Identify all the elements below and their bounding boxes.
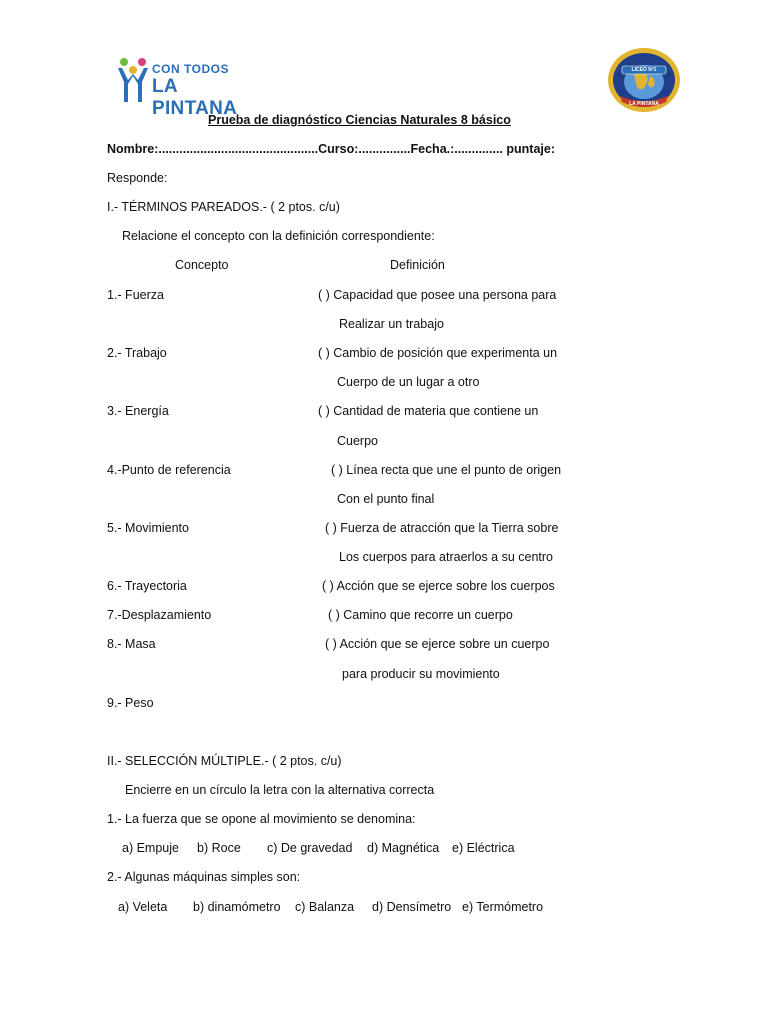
definition-line-cont: Con el punto final: [337, 492, 435, 506]
responde-label: Responde:: [107, 171, 168, 185]
logo-line-2: LA PINTANA: [152, 76, 238, 119]
concept-item: 1.- Fuerza: [107, 288, 164, 302]
definition-line-cont: Realizar un trabajo: [339, 317, 444, 331]
student-fields-line: Nombre:..............................................Curso:...............Fecha.:.............. puntaje:: [107, 142, 555, 156]
section2-instruction: Encierre en un círculo la letra con la alternativa correcta: [125, 783, 435, 797]
option-a: a) Veleta: [118, 900, 168, 914]
definition-line: ( ) Camino que recorre un cuerpo: [328, 608, 513, 622]
definition-line: ( ) Línea recta que une el punto de origen: [331, 463, 562, 477]
option-e: e) Eléctrica: [452, 841, 515, 855]
definition-line-cont: Cuerpo: [337, 434, 378, 448]
definition-line-cont: para producir su movimiento: [342, 667, 500, 681]
question-text: 1.- La fuerza que se opone al movimiento se denomina:: [107, 812, 416, 826]
option-c: c) Balanza: [295, 900, 355, 914]
concept-item: 6.- Trayectoria: [107, 579, 187, 593]
question-text: 2.- Algunas máquinas simples son:: [107, 870, 301, 884]
option-d: d) Magnética: [367, 841, 440, 855]
column-header-concept: Concepto: [175, 258, 229, 272]
definition-line: ( ) Cantidad de materia que contiene un: [318, 404, 539, 418]
definition-line: ( ) Cambio de posición que experimenta un: [318, 346, 558, 360]
document-title: Prueba de diagnóstico Ciencias Naturales 8 básico: [208, 113, 511, 127]
section1-heading: I.- TÉRMINOS PAREADOS.- ( 2 ptos. c/u): [107, 200, 340, 214]
concept-item: 3.- Energía: [107, 404, 169, 418]
concept-item: 8.- Masa: [107, 637, 156, 651]
concept-item: 5.- Movimiento: [107, 521, 189, 535]
con-todos-la-pintana-logo: [116, 56, 256, 119]
option-b: b) dinamómetro: [193, 900, 281, 914]
definition-line: ( ) Acción que se ejerce sobre un cuerpo: [325, 637, 550, 651]
section2-heading: II.- SELECCIÓN MÚLTIPLE.- ( 2 ptos. c/u): [107, 754, 342, 768]
concept-item: 2.- Trabajo: [107, 346, 167, 360]
concept-item: 7.-Desplazamiento: [107, 608, 212, 622]
definition-line: ( ) Fuerza de atracción que la Tierra sobre: [325, 521, 559, 535]
column-header-definition: Definición: [390, 258, 445, 272]
option-b: b) Roce: [197, 841, 241, 855]
option-e: e) Termómetro: [462, 900, 544, 914]
liceo-badge-logo: [606, 46, 682, 114]
section1-instruction: Relacione el concepto con la definición correspondiente:: [122, 229, 435, 243]
definition-line-cont: Cuerpo de un lugar a otro: [337, 375, 480, 389]
option-d: d) Densímetro: [372, 900, 452, 914]
option-c: c) De gravedad: [267, 841, 353, 855]
definition-line: ( ) Acción que se ejerce sobre los cuerpos: [322, 579, 555, 593]
concept-item: 9.- Peso: [107, 696, 154, 710]
logo-line-1: CON TODOS: [152, 62, 229, 76]
definition-line: ( ) Capacidad que posee una persona para: [318, 288, 557, 302]
concept-item: 4.-Punto de referencia: [107, 463, 231, 477]
badge-top-text: LICEO Nº1: [631, 67, 657, 73]
option-a: a) Empuje: [122, 841, 179, 855]
definition-line-cont: Los cuerpos para atraerlos a su centro: [339, 550, 554, 564]
people-logo-icon: [116, 56, 150, 104]
badge-bottom-text: LA PINTANA: [629, 101, 659, 107]
